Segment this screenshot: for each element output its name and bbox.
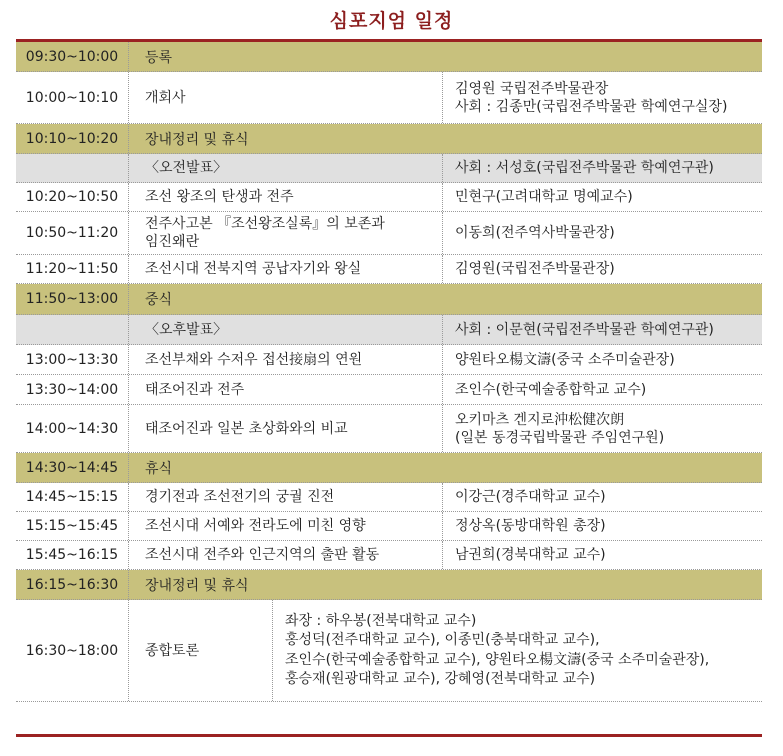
time-cell bbox=[16, 483, 129, 511]
time-cell-line: 14:45~15:15 bbox=[25, 489, 119, 505]
session-person-line: (일본 동경국립박물관 주임연구원) bbox=[455, 429, 665, 446]
time-cell bbox=[16, 154, 129, 182]
session-person bbox=[443, 315, 762, 344]
schedule-row bbox=[16, 212, 762, 255]
session-title bbox=[129, 72, 443, 123]
time-cell-line: 16:15~16:30 bbox=[25, 576, 119, 593]
session-title bbox=[129, 512, 443, 540]
session-title-line: 중식 bbox=[145, 292, 173, 308]
schedule-row bbox=[16, 512, 762, 541]
session-title bbox=[129, 453, 762, 482]
session-title-line: 태조어진과 일본 초상화와의 비교 bbox=[145, 420, 348, 437]
session-person bbox=[443, 72, 762, 123]
session-person-line: 이강근(경주대학교 교수) bbox=[455, 489, 606, 505]
time-cell bbox=[16, 315, 129, 344]
time-cell-line: 14:30~14:45 bbox=[25, 459, 119, 476]
schedule-row bbox=[16, 124, 762, 154]
session-title bbox=[129, 345, 443, 374]
time-cell bbox=[16, 375, 129, 404]
schedule-row bbox=[16, 570, 762, 600]
page-title: 심포지엄 일정 bbox=[329, 10, 454, 32]
session-person-line: 홍성덕(전주대학교 교수), 이종민(충북대학교 교수), bbox=[285, 632, 600, 648]
time-cell-line: 10:10~10:20 bbox=[25, 130, 119, 147]
session-person-line: 조인수(한국예술종합학교 교수), 양원타오楊文濤(중국 소주미술관장), bbox=[285, 651, 710, 668]
time-cell-line: 11:50~13:00 bbox=[25, 291, 119, 307]
time-cell bbox=[16, 453, 129, 482]
session-title bbox=[129, 405, 443, 452]
time-cell bbox=[16, 255, 129, 283]
time-cell-line: 15:15~15:45 bbox=[25, 518, 119, 534]
time-cell bbox=[16, 284, 129, 314]
time-cell bbox=[16, 212, 129, 254]
session-person-line: 조인수(한국예술종합학교 교수) bbox=[455, 381, 647, 398]
schedule-table bbox=[16, 42, 762, 702]
time-cell bbox=[16, 512, 129, 540]
time-cell-line: 14:00~14:30 bbox=[25, 420, 119, 437]
session-person-line: 정상옥(동방대학원 총장) bbox=[455, 518, 606, 534]
session-title bbox=[129, 541, 443, 569]
session-title-line: 〈오전발표〉 bbox=[145, 160, 228, 176]
session-title bbox=[129, 42, 762, 71]
schedule-row bbox=[16, 255, 762, 284]
session-title bbox=[129, 600, 273, 701]
session-title bbox=[129, 255, 443, 283]
session-title bbox=[129, 570, 762, 599]
schedule-row bbox=[16, 405, 762, 453]
time-cell-line: 09:30~10:00 bbox=[25, 48, 119, 65]
schedule-row bbox=[16, 600, 762, 702]
session-title-line: 장내정리 및 휴식 bbox=[145, 131, 249, 148]
session-title bbox=[129, 154, 443, 182]
session-title-line: 태조어진과 전주 bbox=[145, 381, 245, 398]
time-cell bbox=[16, 183, 129, 211]
bottom-rule bbox=[16, 734, 762, 737]
session-title bbox=[129, 483, 443, 511]
time-cell-line: 15:45~16:15 bbox=[25, 547, 119, 563]
session-title bbox=[129, 284, 762, 314]
session-title-line: 조선시대 전주와 인근지역의 출판 활동 bbox=[145, 547, 380, 563]
session-person-line: 좌장 : 하우봉(전북대학교 교수) bbox=[285, 612, 477, 629]
schedule-row bbox=[16, 183, 762, 212]
session-title-line: 조선부채와 수저우 접선接扇의 연원 bbox=[145, 351, 363, 368]
session-title-line: 휴식 bbox=[145, 460, 173, 477]
time-cell-line: 16:30~18:00 bbox=[25, 642, 119, 659]
session-person-line: 오키마츠 겐지로沖松健次朗 bbox=[455, 411, 625, 428]
session-person bbox=[443, 541, 762, 569]
session-person-line: 남권희(경북대학교 교수) bbox=[455, 547, 606, 563]
schedule-row bbox=[16, 315, 762, 345]
time-cell bbox=[16, 124, 129, 153]
time-cell-line: 10:00~10:10 bbox=[25, 89, 119, 106]
session-person bbox=[443, 483, 762, 511]
schedule-row bbox=[16, 453, 762, 483]
session-person-line: 김영원 국립전주박물관장 bbox=[455, 80, 609, 97]
session-person bbox=[443, 154, 762, 182]
session-title-line: 개회사 bbox=[145, 89, 186, 106]
session-person bbox=[443, 375, 762, 404]
session-person bbox=[443, 345, 762, 374]
session-person-line: 사회 : 이문현(국립전주박물관 학예연구관) bbox=[455, 321, 714, 338]
time-cell bbox=[16, 600, 129, 701]
time-cell bbox=[16, 72, 129, 123]
time-cell-line: 13:30~14:00 bbox=[25, 381, 119, 398]
schedule-row bbox=[16, 284, 762, 315]
session-person bbox=[443, 405, 762, 452]
session-title-line: 조선시대 전북지역 공납자기와 왕실 bbox=[145, 261, 362, 277]
time-cell-line: 10:50~11:20 bbox=[25, 225, 119, 241]
session-title-line: 조선시대 서예와 전라도에 미친 영향 bbox=[145, 518, 366, 534]
session-title bbox=[129, 315, 443, 344]
session-title bbox=[129, 124, 762, 153]
schedule-row bbox=[16, 483, 762, 512]
time-cell-line: 11:20~11:50 bbox=[25, 261, 119, 277]
session-title bbox=[129, 183, 443, 211]
session-title-line: 종합토론 bbox=[145, 642, 200, 659]
time-cell bbox=[16, 405, 129, 452]
time-cell bbox=[16, 570, 129, 599]
time-cell bbox=[16, 345, 129, 374]
session-title-line: 경기전과 조선전기의 궁궐 진전 bbox=[145, 489, 335, 505]
session-person-line: 양원타오楊文濤(중국 소주미술관장) bbox=[455, 351, 675, 368]
session-person bbox=[443, 255, 762, 283]
session-person-line: 민현구(고려대학교 명예교수) bbox=[455, 189, 633, 205]
session-person bbox=[273, 600, 762, 701]
time-cell-line: 13:00~13:30 bbox=[25, 351, 119, 368]
session-title-line: 조선 왕조의 탄생과 전주 bbox=[145, 189, 294, 205]
session-person-line: 사회 : 서성호(국립전주박물관 학예연구관) bbox=[455, 160, 714, 176]
session-person-line: 홍승재(원광대학교 교수), 강혜영(전북대학교 교수) bbox=[285, 671, 596, 687]
session-title bbox=[129, 212, 443, 254]
schedule-row bbox=[16, 345, 762, 375]
session-title bbox=[129, 375, 443, 404]
session-person bbox=[443, 212, 762, 254]
schedule-row bbox=[16, 541, 762, 570]
time-cell bbox=[16, 42, 129, 71]
time-cell-line: 10:20~10:50 bbox=[25, 189, 119, 205]
schedule-row bbox=[16, 72, 762, 124]
time-cell bbox=[16, 541, 129, 569]
schedule-row bbox=[16, 42, 762, 72]
schedule-row bbox=[16, 154, 762, 183]
session-person-line: 이동희(전주역사박물관장) bbox=[455, 225, 615, 241]
session-person-line: 사회 : 김종만(국립전주박물관 학예연구실장) bbox=[455, 98, 728, 115]
session-person bbox=[443, 183, 762, 211]
session-title-line: 전주사고본 『조선왕조실록』의 보존과 bbox=[145, 216, 385, 232]
session-person bbox=[443, 512, 762, 540]
session-title-line: 〈오후발표〉 bbox=[145, 321, 228, 338]
session-person-line: 김영원(국립전주박물관장) bbox=[455, 261, 615, 277]
session-title-line: 임진왜란 bbox=[145, 234, 200, 250]
schedule-row bbox=[16, 375, 762, 405]
session-title-line: 등록 bbox=[145, 49, 173, 66]
session-title-line: 장내정리 및 휴식 bbox=[145, 577, 249, 594]
